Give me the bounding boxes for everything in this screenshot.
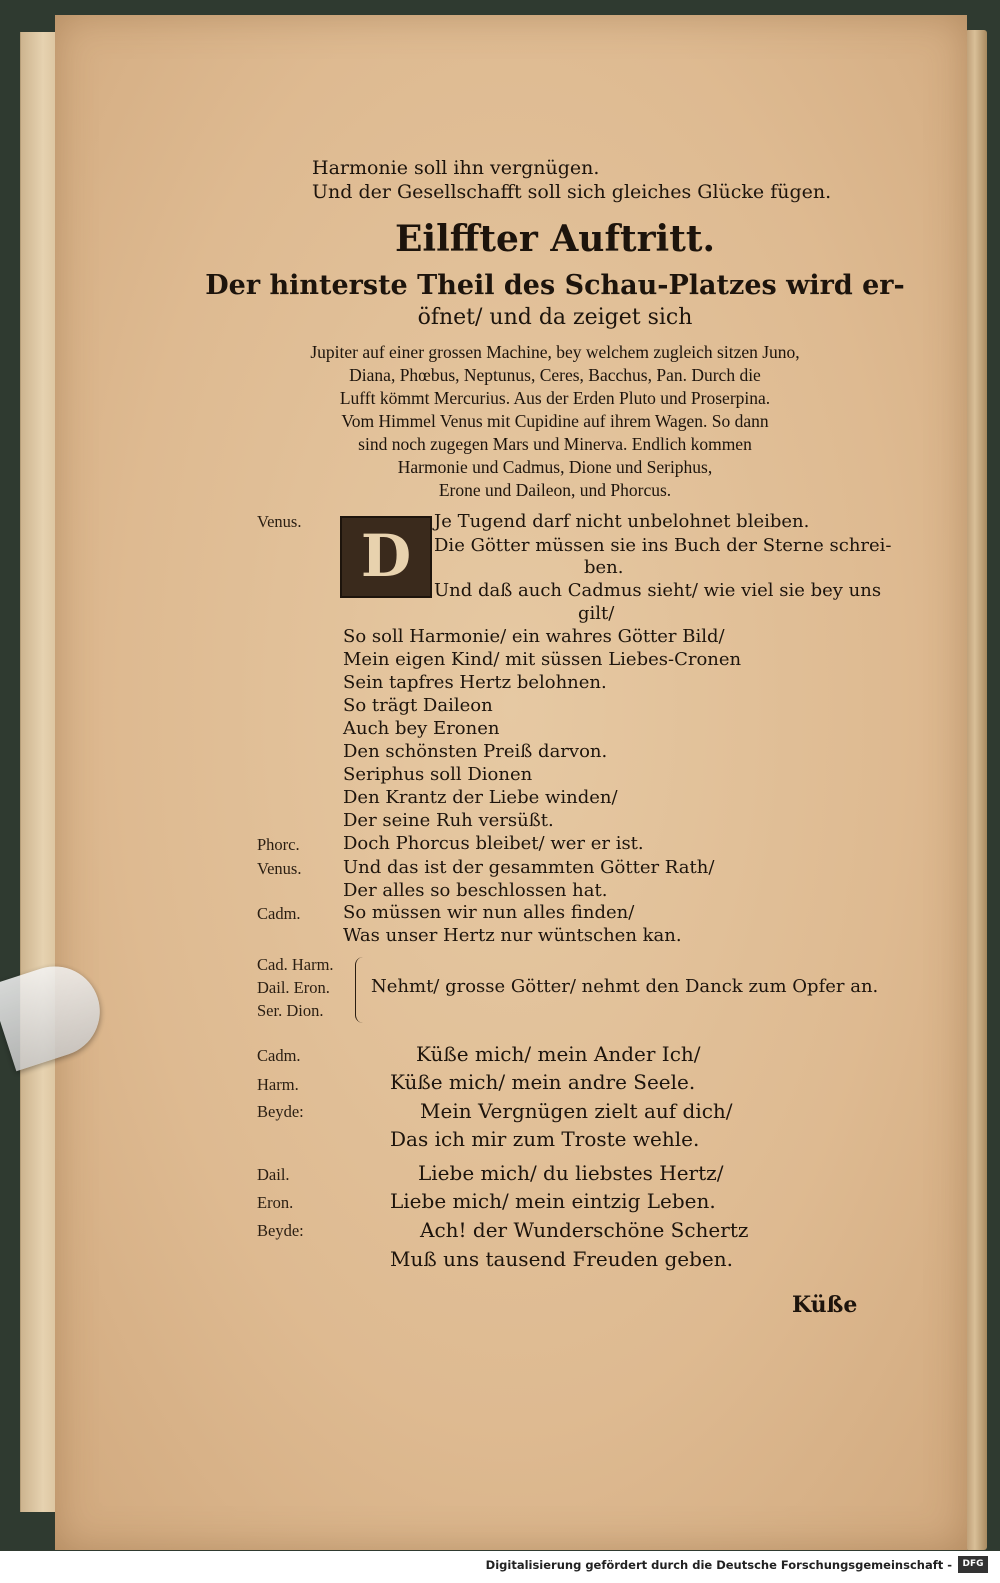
catchword: Küße bbox=[792, 1292, 858, 1318]
verse-line: Mein eigen Kind/ mit süssen Liebes-Cronen bbox=[343, 649, 742, 670]
verse-line: Was unser Hertz nur wüntschen kan. bbox=[343, 925, 682, 946]
stage-direction-line: Diana, Phœbus, Neptunus, Ceres, Bacchus, Pan. Durch die bbox=[349, 365, 761, 385]
stage-direction-line: sind noch zugegen Mars und Minerva. Endlich kommen bbox=[358, 434, 752, 454]
verse-line: So soll Harmonie/ ein wahres Götter Bild/ bbox=[343, 626, 725, 647]
verse-line: Sein tapfres Hertz belohnen. bbox=[343, 672, 607, 693]
top-line-1: Harmonie soll ihn vergnügen. bbox=[312, 157, 600, 179]
speaker-label: Ser. Dion. bbox=[257, 1001, 324, 1020]
book-page-edge bbox=[965, 30, 987, 1550]
scene-heading: Eilffter Auftritt. bbox=[394, 218, 716, 260]
stage-direction-line: Vom Himmel Venus mit Cupidine auf ihrem Wagen. So dann bbox=[341, 411, 769, 431]
speaker-label: Eron. bbox=[257, 1193, 294, 1212]
verse-line: Doch Phorcus bleibet/ wer er ist. bbox=[343, 833, 644, 854]
verse-line: gilt/ bbox=[578, 603, 615, 624]
dfg-logo: DFG bbox=[958, 1556, 988, 1573]
speaker-label: Phorc. bbox=[257, 835, 300, 854]
verse-line: Ach! der Wunderschöne Schertz bbox=[420, 1218, 749, 1242]
verse-line: So trägt Daileon bbox=[343, 695, 493, 716]
speaker-label: Beyde: bbox=[257, 1102, 304, 1121]
verse-line: Die Götter müssen sie ins Buch der Sterne schrei- bbox=[434, 535, 892, 556]
verse-line: Und das ist der gesammten Götter Rath/ bbox=[343, 857, 715, 878]
speaker-label: Dail. Eron. bbox=[257, 978, 330, 997]
verse-line: Liebe mich/ mein eintzig Leben. bbox=[390, 1189, 716, 1213]
verse-line: Den schönsten Preiß darvon. bbox=[343, 741, 608, 762]
verse-line: Den Krantz der Liebe winden/ bbox=[343, 787, 618, 808]
verse-line: Küße mich/ mein Ander Ich/ bbox=[416, 1042, 701, 1066]
scene-subheading-2: öfnet/ und da zeiget sich bbox=[417, 305, 693, 330]
verse-line: Je Tugend darf nicht unbelohnet bleiben. bbox=[434, 511, 810, 532]
verse-line: So müssen wir nun alles finden/ bbox=[343, 902, 635, 923]
verse-line: Der alles so beschlossen hat. bbox=[343, 880, 608, 901]
verse-line: Auch bey Eronen bbox=[343, 718, 500, 739]
speaker-label: Cad. Harm. bbox=[257, 955, 334, 974]
stage-direction-line: Lufft kömmt Mercurius. Aus der Erden Pluto und Proserpina. bbox=[339, 388, 771, 408]
speaker-label: Beyde: bbox=[257, 1221, 304, 1240]
stage-direction-line: Jupiter auf einer grossen Machine, bey welchem zugleich sitzen Juno, bbox=[310, 342, 800, 362]
verse-line: Der seine Ruh versüßt. bbox=[343, 810, 554, 831]
speaker-brace bbox=[355, 957, 368, 1023]
speaker-label: Harm. bbox=[257, 1075, 299, 1094]
speaker-label: Venus. bbox=[257, 859, 302, 878]
verse-line: Küße mich/ mein andre Seele. bbox=[390, 1070, 696, 1094]
stage-direction-line: Erone und Daileon, und Phorcus. bbox=[438, 480, 672, 500]
verse-line: ben. bbox=[584, 557, 624, 578]
top-line-2: Und der Gesellschafft soll sich gleiches Glücke fügen. bbox=[312, 181, 832, 203]
footer-credit: Digitalisierung gefördert durch die Deutsche Forschungsgemeinschaft - bbox=[485, 1558, 952, 1572]
verse-line: Mein Vergnügen zielt auf dich/ bbox=[420, 1099, 733, 1123]
speaker-label: Venus. bbox=[257, 512, 302, 531]
verse-line: Das ich mir zum Troste wehle. bbox=[390, 1127, 700, 1151]
verse-line: Und daß auch Cadmus sieht/ wie viel sie bey uns bbox=[434, 580, 882, 601]
verse-line: Liebe mich/ du liebstes Hertz/ bbox=[418, 1161, 724, 1185]
dropcap-initial: D bbox=[340, 516, 432, 598]
chorus-line: Nehmt/ grosse Götter/ nehmt den Danck zum Opfer an. bbox=[371, 976, 879, 997]
scene-subheading-1: Der hinterste Theil des Schau-Platzes wird er- bbox=[205, 270, 905, 301]
stage-direction-line: Harmonie und Cadmus, Dione und Seriphus, bbox=[397, 457, 713, 477]
speaker-label: Cadm. bbox=[257, 904, 301, 923]
speaker-label: Dail. bbox=[257, 1165, 290, 1184]
speaker-label: Cadm. bbox=[257, 1046, 301, 1065]
verse-line: Seriphus soll Dionen bbox=[343, 764, 533, 785]
verse-line: Muß uns tausend Freuden geben. bbox=[390, 1247, 733, 1271]
